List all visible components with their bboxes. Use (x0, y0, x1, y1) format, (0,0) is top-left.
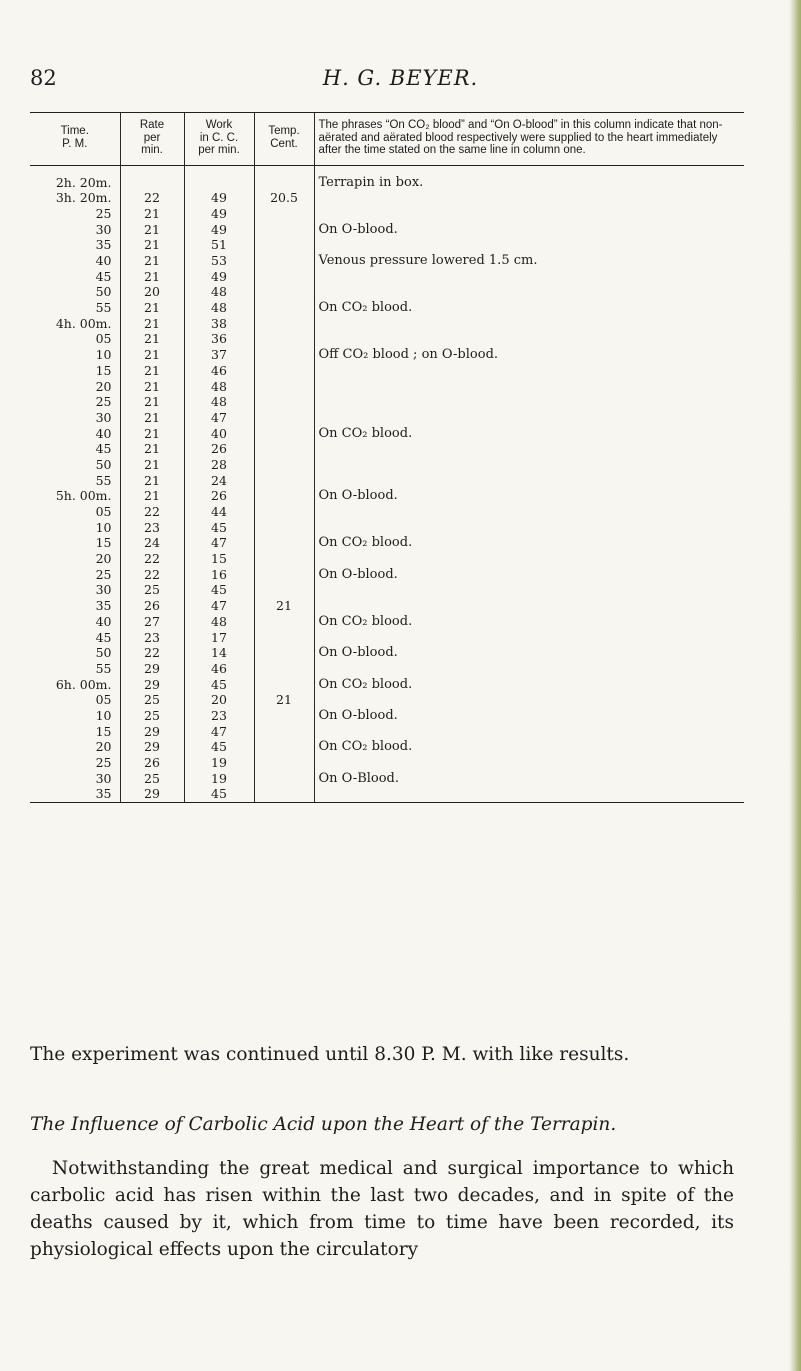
table-row (30, 629, 744, 645)
table-row (30, 661, 744, 677)
table-row (30, 645, 744, 661)
cell-temp (254, 520, 314, 536)
cell-rate: 25 (120, 708, 184, 724)
col-header-note: The phrases “On CO₂ blood” and “On O-blood” in this column indicate that non-aërated and aërated blood respectively were supplied to the heart immediately after the time stated on the same line in column one. (314, 113, 744, 166)
table-row (30, 771, 744, 787)
cell-note (314, 755, 744, 771)
cell-temp (254, 222, 314, 238)
cell-work: 53 (184, 253, 254, 269)
cell-temp (254, 567, 314, 583)
cell-time: 50 (95, 645, 112, 661)
col-header-work-line-3: per min. (198, 144, 240, 156)
table-row (30, 378, 744, 394)
page-header (0, 66, 801, 106)
cell-temp (254, 426, 314, 442)
cell-work: 44 (184, 504, 254, 520)
table-row (30, 347, 744, 363)
cell-note: On CO₂ blood. (314, 300, 744, 316)
page-edge (789, 0, 801, 1371)
cell-time: 25 (95, 566, 112, 582)
cell-temp (254, 645, 314, 661)
cell-note (314, 598, 744, 614)
running-head: H. G. BEYER. (322, 66, 479, 90)
cell-rate: 21 (120, 331, 184, 347)
paragraph-continued: The experiment was continued until 8.30 P. M. with like results. (30, 1044, 630, 1065)
cell-temp (254, 504, 314, 520)
table-row (30, 692, 744, 708)
cell-work: 49 (184, 206, 254, 222)
cell-rate: 29 (120, 661, 184, 677)
cell-temp: 20.5 (254, 190, 314, 206)
cell-note (314, 331, 744, 347)
cell-work: 48 (184, 378, 254, 394)
page-number: 82 (30, 66, 57, 90)
cell-temp (254, 300, 314, 316)
table-row (30, 786, 744, 802)
cell-work: 38 (184, 316, 254, 332)
cell-rate: 21 (120, 222, 184, 238)
cell-rate: 21 (120, 457, 184, 473)
cell-note: On O-blood. (314, 645, 744, 661)
cell-work: 45 (184, 582, 254, 598)
cell-time: 3h. 20m. (55, 190, 112, 206)
cell-rate: 22 (120, 551, 184, 567)
cell-temp (254, 677, 314, 693)
cell-work: 15 (184, 551, 254, 567)
cell-time: 6h. 00m. (55, 676, 112, 692)
cell-note (314, 363, 744, 379)
cell-rate: 24 (120, 535, 184, 551)
cell-time: 30 (95, 582, 112, 598)
cell-time: 35 (95, 598, 112, 614)
cell-work: 20 (184, 692, 254, 708)
cell-note: Off CO₂ blood ; on O-blood. (314, 347, 744, 363)
cell-work (184, 165, 254, 190)
cell-time: 20 (95, 739, 112, 755)
col-header-work-line-1: Work (205, 119, 233, 131)
cell-temp (254, 269, 314, 285)
cell-time: 30 (95, 221, 112, 237)
cell-time: 10 (95, 347, 112, 363)
cell-note: Venous pressure lowered 1.5 cm. (314, 253, 744, 269)
table-row (30, 488, 744, 504)
cell-temp (254, 739, 314, 755)
cell-work: 47 (184, 410, 254, 426)
cell-time: 40 (95, 613, 112, 629)
cell-rate: 21 (120, 253, 184, 269)
cell-time: 10 (95, 519, 112, 535)
cell-note (314, 269, 744, 285)
cell-note (314, 504, 744, 520)
cell-note (314, 661, 744, 677)
cell-time: 45 (95, 629, 112, 645)
cell-rate: 27 (120, 614, 184, 630)
cell-rate: 22 (120, 190, 184, 206)
cell-rate: 21 (120, 237, 184, 253)
cell-note (314, 786, 744, 802)
cell-time: 25 (95, 205, 112, 221)
cell-time: 40 (95, 253, 112, 269)
cell-work: 45 (184, 520, 254, 536)
table-row (30, 473, 744, 489)
data-table (30, 112, 744, 803)
table-row (30, 316, 744, 332)
table-row (30, 724, 744, 740)
cell-note: On CO₂ blood. (314, 535, 744, 551)
table-row (30, 535, 744, 551)
cell-temp (254, 473, 314, 489)
cell-note: On O-blood. (314, 222, 744, 238)
table-row (30, 441, 744, 457)
cell-temp (254, 410, 314, 426)
cell-temp (254, 363, 314, 379)
cell-work: 17 (184, 629, 254, 645)
cell-temp (254, 755, 314, 771)
cell-rate: 21 (120, 206, 184, 222)
cell-time: 05 (95, 692, 112, 708)
cell-temp (254, 724, 314, 740)
col-header-temp (254, 113, 314, 166)
cell-rate: 21 (120, 363, 184, 379)
cell-work: 48 (184, 614, 254, 630)
cell-work: 45 (184, 739, 254, 755)
cell-time: 55 (95, 472, 112, 488)
cell-rate: 21 (120, 378, 184, 394)
paragraph-carbolic-acid: Notwithstanding the great medical and surgical importance to which carbolic acid has risen within the last two decades, and in spite of the deaths caused by it, which from time to time have been recorded, its physiological effects upon the circulatory (30, 1158, 734, 1260)
cell-time: 10 (95, 707, 112, 723)
cell-note (314, 284, 744, 300)
cell-rate: 22 (120, 645, 184, 661)
cell-temp (254, 708, 314, 724)
cell-note (314, 520, 744, 536)
table-row (30, 739, 744, 755)
table-row (30, 331, 744, 347)
table-row (30, 237, 744, 253)
cell-rate (120, 165, 184, 190)
table-row (30, 363, 744, 379)
cell-temp (254, 284, 314, 300)
cell-work: 19 (184, 771, 254, 787)
cell-rate: 23 (120, 629, 184, 645)
cell-time: 15 (95, 362, 112, 378)
cell-temp (254, 165, 314, 190)
cell-work: 46 (184, 661, 254, 677)
cell-time: 50 (95, 456, 112, 472)
cell-time: 25 (95, 394, 112, 410)
cell-time: 4h. 00m. (55, 315, 112, 331)
cell-rate: 25 (120, 582, 184, 598)
cell-time: 35 (95, 237, 112, 253)
table-row (30, 222, 744, 238)
cell-work: 48 (184, 284, 254, 300)
cell-note: On O-blood. (314, 488, 744, 504)
cell-work: 49 (184, 222, 254, 238)
cell-time: 05 (95, 331, 112, 347)
cell-note (314, 237, 744, 253)
cell-rate: 29 (120, 677, 184, 693)
cell-time: 30 (95, 409, 112, 425)
cell-note (314, 378, 744, 394)
table-row (30, 206, 744, 222)
cell-note: On CO₂ blood. (314, 739, 744, 755)
table-row (30, 708, 744, 724)
cell-note (314, 190, 744, 206)
cell-note: On O-Blood. (314, 771, 744, 787)
cell-note (314, 582, 744, 598)
cell-rate: 25 (120, 692, 184, 708)
table-row (30, 410, 744, 426)
table-row (30, 165, 744, 190)
cell-time: 20 (95, 551, 112, 567)
col-header-time-line-2: P. M. (62, 137, 88, 150)
cell-work: 49 (184, 190, 254, 206)
cell-note (314, 394, 744, 410)
cell-time: 15 (95, 723, 112, 739)
cell-temp: 21 (254, 598, 314, 614)
table-body (30, 165, 744, 803)
cell-rate: 21 (120, 300, 184, 316)
table-row (30, 394, 744, 410)
cell-temp (254, 237, 314, 253)
cell-rate: 25 (120, 771, 184, 787)
cell-note (314, 206, 744, 222)
table-row (30, 567, 744, 583)
cell-work: 14 (184, 645, 254, 661)
cell-work: 23 (184, 708, 254, 724)
cell-temp: 21 (254, 692, 314, 708)
cell-temp (254, 331, 314, 347)
cell-temp (254, 347, 314, 363)
col-header-temp-line-2: Cent. (270, 137, 298, 150)
cell-time: 30 (95, 770, 112, 786)
cell-work: 47 (184, 724, 254, 740)
cell-note (314, 551, 744, 567)
cell-work: 49 (184, 269, 254, 285)
cell-work: 46 (184, 363, 254, 379)
cell-work: 16 (184, 567, 254, 583)
cell-rate: 26 (120, 598, 184, 614)
cell-note: On CO₂ blood. (314, 677, 744, 693)
cell-time: 35 (30, 786, 120, 802)
cell-note (314, 457, 744, 473)
table-row (30, 504, 744, 520)
cell-time: 25 (95, 755, 112, 771)
col-header-rate-line-2: per (143, 131, 161, 144)
cell-work: 51 (184, 237, 254, 253)
cell-time: 45 (95, 268, 112, 284)
table-row (30, 582, 744, 598)
cell-rate: 21 (120, 410, 184, 426)
cell-work: 40 (184, 426, 254, 442)
col-header-time-line-1: Time. (60, 125, 89, 138)
table-row (30, 598, 744, 614)
cell-temp (254, 378, 314, 394)
cell-note (314, 692, 744, 708)
cell-rate: 21 (120, 426, 184, 442)
cell-work: 45 (184, 677, 254, 693)
cell-work: 45 (184, 786, 254, 802)
table-row (30, 755, 744, 771)
cell-note: On O-blood. (314, 708, 744, 724)
cell-time: 55 (95, 660, 112, 676)
cell-temp (254, 253, 314, 269)
cell-note: On CO₂ blood. (314, 426, 744, 442)
cell-temp (254, 629, 314, 645)
col-header-temp-line-1: Temp. (268, 125, 300, 138)
cell-time: 2h. 20m. (55, 174, 112, 190)
table-row (30, 520, 744, 536)
cell-rate: 29 (120, 724, 184, 740)
col-header-rate-line-1: Rate (139, 119, 165, 131)
cell-time: 45 (95, 441, 112, 457)
cell-time: 5h. 00m. (55, 488, 112, 504)
table-row (30, 614, 744, 630)
cell-temp (254, 582, 314, 598)
table-row (30, 457, 744, 473)
cell-work: 26 (184, 441, 254, 457)
cell-temp (254, 771, 314, 787)
cell-note (314, 629, 744, 645)
cell-work: 47 (184, 535, 254, 551)
cell-temp (254, 661, 314, 677)
table-row (30, 300, 744, 316)
cell-temp (254, 551, 314, 567)
cell-rate: 21 (120, 441, 184, 457)
cell-time: 15 (95, 535, 112, 551)
cell-temp (254, 614, 314, 630)
cell-work: 48 (184, 394, 254, 410)
cell-note (314, 724, 744, 740)
col-header-rate-line-3: min. (141, 144, 163, 156)
table-row (30, 677, 744, 693)
cell-time: 05 (95, 504, 112, 520)
cell-work: 37 (184, 347, 254, 363)
table-row (30, 190, 744, 206)
cell-temp (254, 457, 314, 473)
cell-rate: 21 (120, 473, 184, 489)
cell-rate: 21 (120, 488, 184, 504)
table-row (30, 426, 744, 442)
cell-work: 36 (184, 331, 254, 347)
table-header-row (30, 113, 744, 166)
cell-work: 26 (184, 488, 254, 504)
cell-time: 40 (95, 425, 112, 441)
cell-note (314, 316, 744, 332)
table-row (30, 269, 744, 285)
cell-rate: 22 (120, 504, 184, 520)
cell-note (314, 473, 744, 489)
cell-rate: 29 (120, 739, 184, 755)
cell-time: 20 (95, 378, 112, 394)
cell-note: Terrapin in box. (314, 165, 744, 190)
table-row (30, 551, 744, 567)
cell-rate: 21 (120, 269, 184, 285)
col-header-time (30, 113, 120, 166)
cell-temp (254, 206, 314, 222)
cell-work: 28 (184, 457, 254, 473)
cell-note (314, 410, 744, 426)
cell-rate: 20 (120, 284, 184, 300)
cell-work: 48 (184, 300, 254, 316)
cell-work: 24 (184, 473, 254, 489)
cell-rate: 21 (120, 347, 184, 363)
table-row (30, 284, 744, 300)
cell-rate: 22 (120, 567, 184, 583)
cell-rate: 29 (120, 786, 184, 802)
cell-note (314, 441, 744, 457)
col-header-rate (120, 113, 184, 166)
cell-temp (254, 441, 314, 457)
cell-temp (254, 786, 314, 802)
cell-temp (254, 394, 314, 410)
cell-temp (254, 488, 314, 504)
cell-note: On CO₂ blood. (314, 614, 744, 630)
cell-note: On O-blood. (314, 567, 744, 583)
cell-rate: 26 (120, 755, 184, 771)
cell-temp (254, 316, 314, 332)
cell-temp (254, 535, 314, 551)
cell-work: 47 (184, 598, 254, 614)
col-header-work-line-2: in C. C. (199, 131, 239, 144)
cell-rate: 23 (120, 520, 184, 536)
cell-rate: 21 (120, 394, 184, 410)
cell-time: 55 (95, 300, 112, 316)
section-heading: The Influence of Carbolic Acid upon the Heart of the Terrapin. (30, 1114, 617, 1135)
col-header-work (184, 113, 254, 166)
table-row (30, 253, 744, 269)
cell-time: 50 (95, 284, 112, 300)
cell-rate: 21 (120, 316, 184, 332)
cell-work: 19 (184, 755, 254, 771)
